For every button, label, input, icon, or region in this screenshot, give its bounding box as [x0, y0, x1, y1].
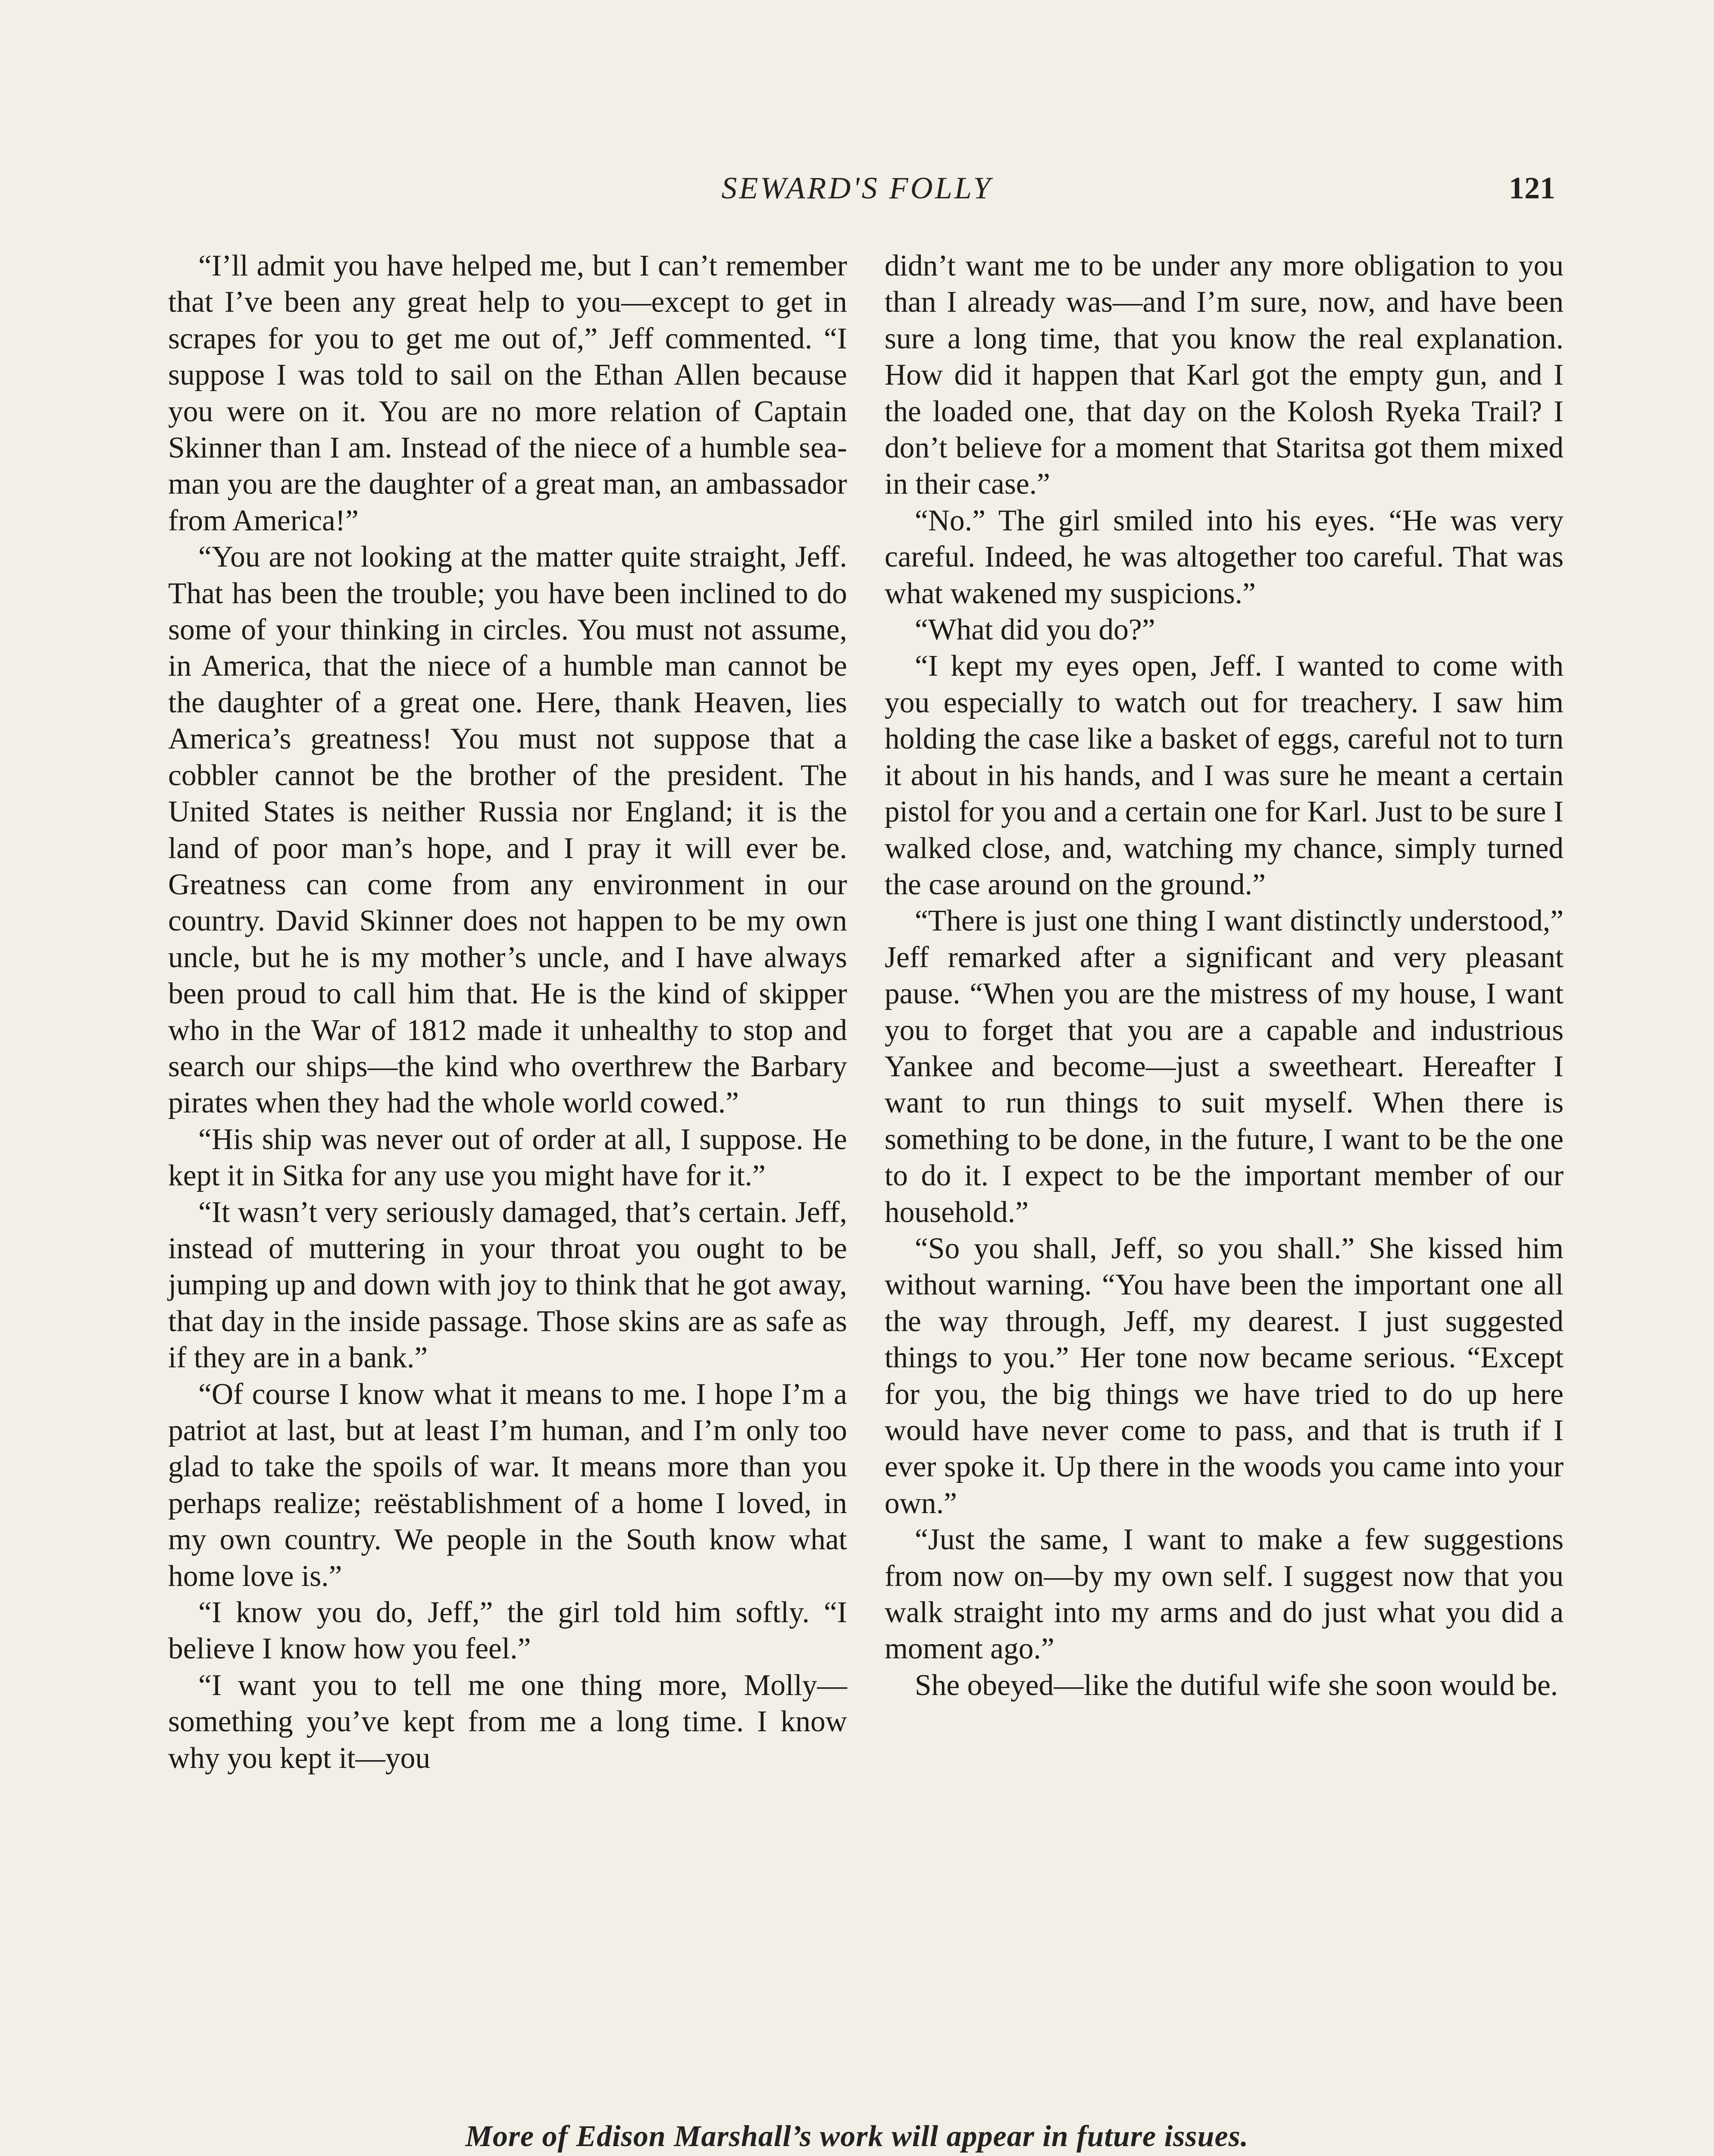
- page-header: [0, 170, 1714, 222]
- page-number: 121: [1509, 171, 1555, 205]
- paragraph: “I want you to tell me one thing more, Molly—something you’ve kept from me a long time. I know why you kept it—you: [168, 1668, 847, 1775]
- running-title: SEWARD'S FOLLY: [721, 171, 993, 205]
- paragraph: didn’t want me to be under any more obligation to you than I already was—and I’m sure, now, and have been sure a long time, that you know the real explanation. How did it happen that Karl got the empty gun, and I the loaded one, that day on the Kolosh Ryeka Trail? I don’t believe for a moment that Staritsa got them mixed in their case.”: [885, 249, 1564, 501]
- paragraph: “What did you do?”: [915, 613, 1155, 647]
- paragraph: “I know you do, Jeff,” the girl told him softly. “I believe I know how you feel.”: [168, 1596, 847, 1666]
- right-column: [885, 248, 1564, 1704]
- paragraph: “Of course I know what it means to me. I hope I’m a patriot at last, but at least I’m human, and I’m only too glad to take the spoils of war. It means more than you perhaps realize; reëstablishment of a home I loved, in my own country. We people in the South know what home love is.”: [168, 1377, 847, 1593]
- paragraph: “You are not looking at the matter quite straight, Jeff. That has been the trouble; you have been inclined to do some of your thinking in circles. You must not assume, in America, that the niece of a humble man cannot be the daughter of a great one. Here, thank Heaven, lies America’s greatness! You must not suppose that a cobbler cannot be the brother of the president. The United States is neither Russia nor England; it is the land of poor man’s hope, and I pray it will ever be. Greatness can come from any environment in our country. David Skinner does not happen to be my own uncle, but he is my mother’s uncle, and I have always been proud to call him that. He is the kind of skipper who in the War of 1812 made it unhealthy to stop and search our ships—the kind who overthrew the Barbary pirates when they had the whole world cowed.”: [168, 540, 847, 1120]
- paragraph: “I’ll admit you have helped me, but I can’t remember that I’ve been any great help to you—except to get in scrapes for you to get me out of,” Jeff commented. “I suppose I was told to sail on the Ethan Allen because you were on it. You are no more relation of Captain Skinner than I am. Instead of the niece of a humble seaman you are the daughter of a great man, an ambassador from America!”: [168, 249, 847, 537]
- paragraph: “So you shall, Jeff, so you shall.” She kissed him without warning. “You have been the important one all the way through, Jeff, my dearest. I just suggested things to you.” Her tone now became serious. “Except for you, the big things we have tried to do up here would have never come to pass, and that is truth if I ever spoke it. Up there in the woods you came into your own.”: [885, 1232, 1564, 1520]
- paragraph: “His ship was never out of order at all, I suppose. He kept it in Sitka for any use you might have for it.”: [168, 1122, 847, 1193]
- paragraph: “It wasn’t very seriously damaged, that’s certain. Jeff, instead of muttering in your throat you ought to be jumping up and down with joy to think that he got away, that day in the inside passage. Those skins are as safe as if they are in a bank.”: [168, 1195, 847, 1375]
- footer-note: More of Edison Marshall’s work will appear in future issues.: [465, 2120, 1249, 2153]
- paragraph: “Just the same, I want to make a few suggestions from now on—by my own self. I suggest now that you walk straight into my arms and do just what you did a moment ago.”: [885, 1523, 1564, 1666]
- paragraph: “There is just one thing I want distinctly understood,” Jeff remarked after a significant and very pleasant pause. “When you are the mistress of my house, I want you to forget that you are a capable and industrious Yankee and become—just a sweetheart. Hereafter I want to run things to suit myself. When there is something to be done, in the future, I want to be the one to do it. I expect to be the important member of our household.”: [885, 904, 1564, 1229]
- paragraph: She obeyed—like the dutiful wife she soon would be.: [915, 1668, 1558, 1702]
- left-column: [168, 248, 847, 1777]
- paragraph: “No.” The girl smiled into his eyes. “He was very careful. Indeed, he was altogether too careful. That was what wakened my suspicions.”: [885, 504, 1564, 610]
- paragraph: “I kept my eyes open, Jeff. I wanted to come with you especially to watch out for treachery. I saw him holding the case like a basket of eggs, careful not to turn it about in his hands, and I was sure he meant a certain pistol for you and a certain one for Karl. Just to be sure I walked close, and, watching my chance, simply turned the case around on the ground.”: [885, 649, 1564, 901]
